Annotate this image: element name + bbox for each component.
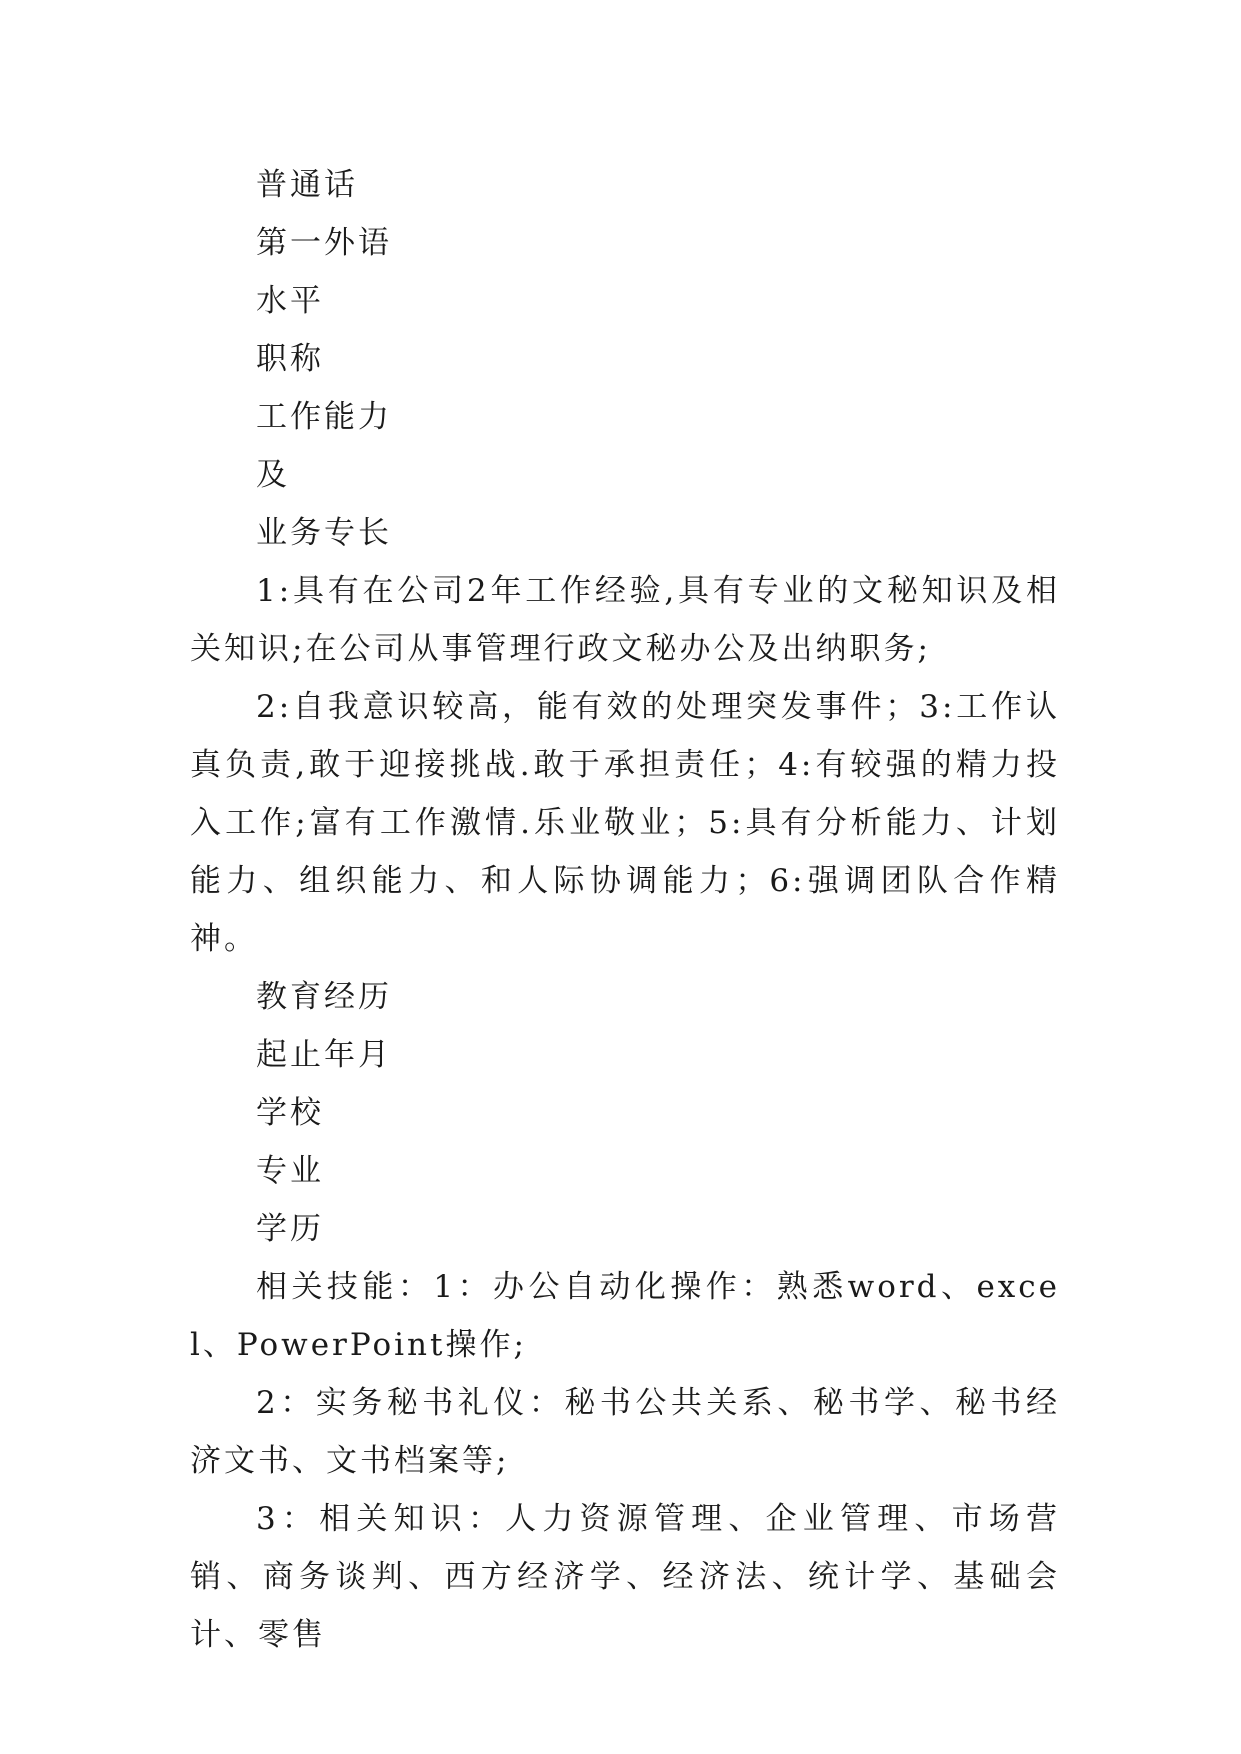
paragraph: 专业 bbox=[256, 1153, 324, 1189]
paragraph: 及 bbox=[256, 457, 290, 493]
paragraph: 普通话 bbox=[256, 167, 358, 203]
document-body bbox=[190, 156, 1060, 1664]
paragraph: 学历 bbox=[256, 1211, 324, 1247]
paragraph: 3：相关知识：人力资源管理、企业管理、市场营销、商务谈判、西方经济学、经济法、统计学、基础会计、零售 bbox=[190, 1501, 1060, 1653]
paragraph: 职称 bbox=[256, 341, 324, 377]
paragraph: 业务专长 bbox=[256, 515, 392, 551]
paragraph: 2：实务秘书礼仪：秘书公共关系、秘书学、秘书经济文书、文书档案等; bbox=[190, 1385, 1060, 1479]
paragraph: 第一外语 bbox=[256, 225, 392, 261]
paragraph: 水平 bbox=[256, 283, 324, 319]
paragraph: 2:自我意识较高，能有效的处理突发事件；3:工作认真负责,敢于迎接挑战.敢于承担责任；4:有较强的精力投入工作;富有工作激情.乐业敬业；5:具有分析能力、计划能力、组织能力、和人际协调能力；6:强调团队合作精神。 bbox=[190, 689, 1060, 957]
paragraph: 1:具有在公司2年工作经验,具有专业的文秘知识及相关知识;在公司从事管理行政文秘办公及出纳职务; bbox=[190, 573, 1060, 667]
paragraph: 教育经历 bbox=[256, 979, 392, 1015]
paragraph: 相关技能：1：办公自动化操作：熟悉word、excel、PowerPoint操作; bbox=[190, 1269, 1060, 1363]
paragraph: 起止年月 bbox=[256, 1037, 392, 1073]
paragraph: 工作能力 bbox=[256, 399, 392, 435]
paragraph: 学校 bbox=[256, 1095, 324, 1131]
